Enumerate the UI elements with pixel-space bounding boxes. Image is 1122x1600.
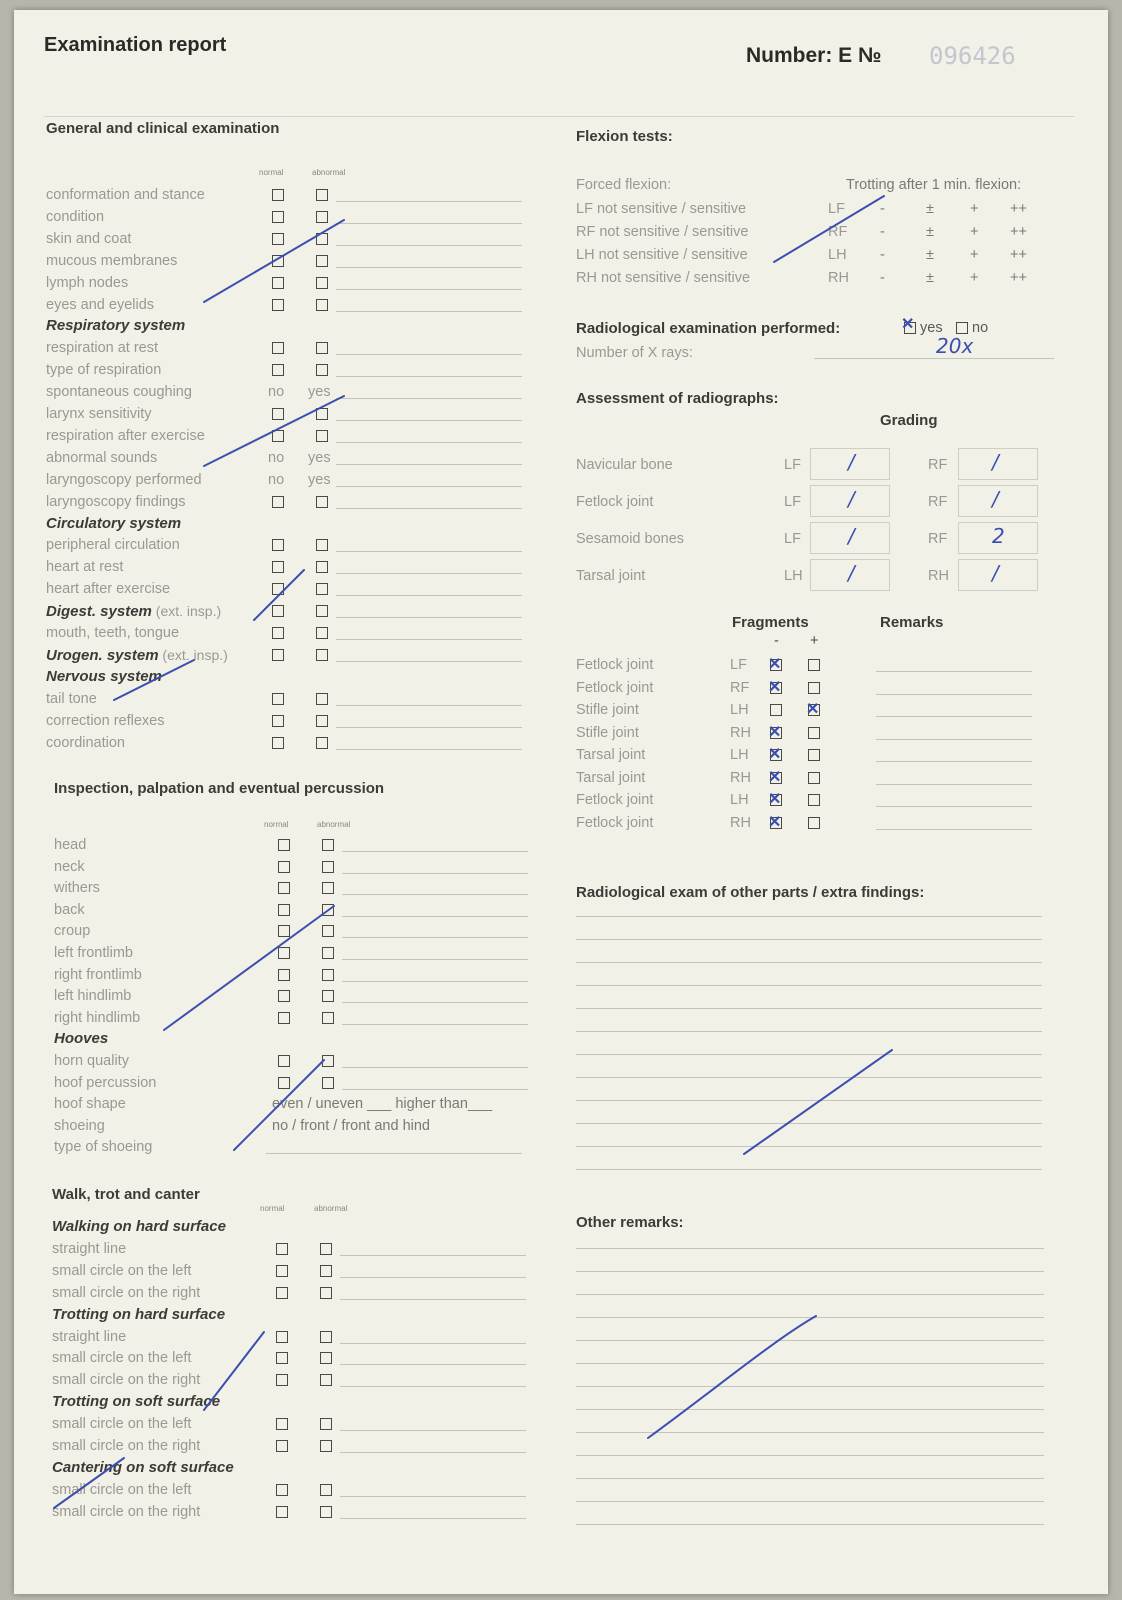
xray-count-label: Number of X rays: [576, 345, 693, 361]
flexion-scale-option[interactable]: - [880, 224, 885, 240]
fragments-heading: Fragments [732, 614, 809, 631]
row-label: small circle on the right [52, 1438, 201, 1454]
pen-stroke-other-parts [744, 1050, 892, 1154]
gait-col-abnormal: abnormal [314, 1204, 348, 1213]
row-label: coordination [46, 734, 125, 751]
grading-left-value: / [848, 561, 855, 585]
option-text: no / front / front and hind [272, 1117, 430, 1134]
row-label: small circle on the left [52, 1350, 192, 1367]
flexion-leg: RF [828, 224, 848, 240]
row-label: heart at rest [46, 559, 124, 576]
row-label: small circle on the left [52, 1481, 192, 1498]
grading-row-label: Tarsal joint [576, 568, 646, 584]
fragment-leg: RH [730, 724, 751, 741]
flexion-leg: RH [828, 270, 849, 286]
grading-right-value: / [992, 487, 999, 511]
report-title: Examination report [44, 34, 227, 56]
row-label: spontaneous coughing [46, 384, 192, 401]
xray-count-value: 20x [936, 334, 974, 358]
row-label: respiration after exercise [46, 427, 205, 444]
grading-right-leg: RF [928, 457, 948, 473]
row-label: mucous membranes [46, 252, 178, 269]
row-label: heart after exercise [46, 581, 171, 598]
fragment-leg: LH [730, 702, 749, 718]
radiological-performed-label: Radiological examination performed: [576, 320, 841, 337]
section-general-clinical: General and clinical examination [46, 120, 280, 137]
grading-right-value: / [992, 561, 999, 585]
row-label: small circle on the right [52, 1372, 201, 1389]
flexion-scale-option[interactable]: ++ [1010, 247, 1027, 263]
grading-left-value: / [848, 450, 855, 474]
fragments-minus-label: - [774, 633, 779, 649]
fragment-check-mark: ✕ [768, 746, 782, 763]
flexion-scale-option[interactable]: + [970, 224, 979, 240]
section-subheading: Digest. system (ext. insp.) [46, 603, 222, 621]
fragment-leg: RH [730, 769, 751, 786]
fragment-leg: LF [730, 657, 747, 673]
report-number-label: Number: E № [746, 44, 882, 67]
row-label: laryngoscopy findings [46, 493, 186, 510]
pen-stroke-trotting [204, 1332, 264, 1410]
other-remarks-heading: Other remarks: [576, 1214, 684, 1231]
inspection-col-normal: normal [264, 820, 289, 829]
row-label: peripheral circulation [46, 537, 180, 554]
row-label: laryngoscopy performed [46, 471, 202, 488]
row-label: left frontlimb [54, 945, 133, 961]
section-walk-trot-canter: Walk, trot and canter [52, 1186, 200, 1203]
pen-stroke-inspection [164, 906, 334, 1030]
row-label: right frontlimb [54, 966, 142, 983]
row-label: croup [54, 923, 91, 940]
flexion-row-label: LF not sensitive / sensitive [576, 201, 747, 217]
report-number: 096426 [929, 42, 1016, 70]
grading-row-label: Navicular bone [576, 457, 673, 473]
fragments-plus-label: + [810, 633, 819, 649]
yes-option[interactable]: yes [308, 449, 331, 466]
row-label: tail tone [46, 690, 97, 707]
grading-right-leg: RF [928, 494, 948, 510]
row-label: hoof shape [54, 1096, 126, 1113]
flexion-row-label: LH not sensitive / sensitive [576, 247, 748, 263]
row-label: abnormal sounds [46, 449, 158, 466]
fragment-check-mark: ✕ [768, 678, 782, 696]
flexion-row-label: RF not sensitive / sensitive [576, 224, 749, 240]
subheading-suffix: (ext. insp.) [158, 646, 228, 663]
flexion-scale-option[interactable]: ± [926, 224, 934, 240]
flexion-scale-option[interactable]: ++ [1010, 224, 1027, 240]
flexion-scale-option[interactable]: - [880, 201, 885, 217]
flexion-scale-option[interactable]: ± [926, 270, 934, 286]
grading-left-leg: LF [784, 457, 801, 473]
gait-col-normal: normal [260, 1204, 285, 1213]
flexion-scale-option[interactable]: + [970, 247, 979, 263]
remarks-heading: Remarks [880, 614, 944, 631]
row-label: skin and coat [46, 230, 132, 247]
section-subheading: Circulatory system [46, 514, 182, 532]
grading-left-leg: LF [784, 494, 801, 510]
yes-option[interactable]: yes [308, 384, 331, 401]
subheading-suffix: (ext. insp.) [151, 603, 222, 620]
row-label: small circle on the left [52, 1262, 192, 1279]
fragment-row-label: Stifle joint [576, 724, 639, 741]
row-label: larynx sensitivity [46, 406, 152, 422]
grading-heading: Grading [880, 412, 938, 429]
flexion-row-label: RH not sensitive / sensitive [576, 270, 751, 286]
inspection-col-abnormal: abnormal [317, 820, 351, 829]
row-label: small circle on the right [52, 1503, 201, 1520]
section-subheading: Hooves [54, 1030, 109, 1048]
pen-stroke-nervous [114, 660, 194, 700]
fragment-leg: LH [730, 792, 749, 808]
section-subheading: Cantering on soft surface [52, 1458, 234, 1476]
flexion-scale-option[interactable]: + [970, 270, 979, 286]
pen-stroke-other-remarks [648, 1316, 816, 1438]
radiology-yes-label: yes [920, 320, 943, 336]
section-subheading: Respiratory system [46, 317, 186, 335]
grading-right-leg: RF [928, 531, 948, 547]
row-label: shoeing [54, 1117, 105, 1134]
row-label: straight line [52, 1328, 127, 1345]
row-label: conformation and stance [46, 187, 205, 203]
fragment-check-mark: ✕ [806, 701, 820, 718]
row-label: horn quality [54, 1053, 129, 1069]
pen-stroke-general [204, 220, 344, 302]
section-subheading: Urogen. system (ext. insp.) [46, 646, 228, 664]
fragment-check-mark: ✕ [768, 656, 782, 673]
row-label: type of shoeing [54, 1139, 153, 1156]
row-label: back [54, 901, 85, 918]
radiology-yes-mark: ✕ [901, 316, 915, 333]
row-label: small circle on the left [52, 1416, 192, 1433]
grading-left-leg: LF [784, 531, 801, 547]
pen-stroke-flexion [774, 196, 884, 262]
row-label: right hindlimb [54, 1009, 141, 1026]
col-abnormal-label: abnormal [312, 168, 346, 177]
row-label: lymph nodes [46, 274, 129, 291]
pen-strokes [14, 10, 1108, 1594]
flexion-scale-option[interactable]: ++ [1010, 270, 1027, 286]
row-label: left hindlimb [54, 988, 132, 1005]
row-label: eyes and eyelids [46, 296, 155, 313]
no-option[interactable]: no [268, 384, 285, 401]
trotting-after-flexion-label: Trotting after 1 min. flexion: [846, 177, 1022, 193]
grading-left-leg: LH [784, 568, 803, 584]
flexion-leg: LF [828, 201, 845, 217]
row-label: type of respiration [46, 362, 162, 379]
row-label: small circle on the right [52, 1284, 201, 1301]
section-assessment-radiographs: Assessment of radiographs: [576, 390, 779, 407]
row-label: neck [54, 858, 85, 875]
forced-flexion-label: Forced flexion: [576, 177, 672, 193]
fragment-leg: LH [730, 747, 749, 763]
flexion-leg: LH [828, 247, 847, 263]
pen-stroke-cantering [54, 1458, 124, 1508]
section-subheading: Nervous system [46, 667, 162, 685]
row-label: hoof percussion [54, 1074, 157, 1091]
row-label: head [54, 837, 87, 853]
yes-option[interactable]: yes [308, 471, 331, 488]
flexion-scale-option[interactable]: ++ [1010, 201, 1027, 217]
fragment-row-label: Tarsal joint [576, 769, 646, 786]
grading-right-value: / [992, 450, 999, 474]
fragment-check-mark: ✕ [768, 768, 782, 786]
row-label: mouth, teeth, tongue [46, 625, 180, 641]
flexion-scale-option[interactable]: - [880, 270, 885, 286]
row-label: respiration at rest [46, 340, 159, 357]
grading-row-label: Sesamoid bones [576, 531, 685, 547]
fragment-leg: RH [730, 814, 751, 831]
section-flexion-tests: Flexion tests: [576, 128, 673, 145]
fragment-check-mark: ✕ [768, 791, 782, 808]
fragment-row-label: Fetlock joint [576, 792, 654, 808]
no-option[interactable]: no [268, 449, 285, 466]
fragment-row-label: Fetlock joint [576, 814, 654, 831]
row-label: withers [54, 880, 100, 897]
option-text: even / uneven ___ higher than___ [272, 1096, 493, 1113]
flexion-scale-option[interactable]: - [880, 247, 885, 263]
fragment-check-mark: ✕ [768, 723, 782, 741]
fragment-row-label: Fetlock joint [576, 657, 654, 673]
flexion-scale-option[interactable]: ± [926, 247, 934, 263]
grading-left-value: / [848, 487, 855, 511]
row-label: correction reflexes [46, 712, 165, 729]
fragment-leg: RF [730, 679, 750, 696]
row-label: condition [46, 208, 105, 225]
pen-stroke-hooves [234, 1060, 324, 1150]
grading-right-value: 2 [992, 524, 1005, 548]
no-option[interactable]: no [268, 471, 285, 488]
fragment-row-label: Stifle joint [576, 702, 639, 718]
pen-stroke-respiratory [204, 396, 344, 466]
section-subheading: Walking on hard surface [52, 1218, 226, 1235]
grading-row-label: Fetlock joint [576, 494, 654, 510]
grading-right-leg: RH [928, 568, 949, 584]
section-inspection: Inspection, palpation and eventual percussion [54, 780, 385, 797]
grading-left-value: / [848, 524, 855, 548]
fragment-row-label: Fetlock joint [576, 679, 654, 696]
flexion-scale-option[interactable]: ± [926, 201, 934, 217]
fragment-row-label: Tarsal joint [576, 747, 646, 763]
radiology-no-label: no [972, 320, 989, 336]
examination-report-sheet [14, 10, 1108, 1594]
flexion-scale-option[interactable]: + [970, 201, 979, 217]
col-normal-label: normal [259, 168, 284, 177]
fragment-check-mark: ✕ [768, 813, 782, 831]
pen-stroke-circulatory [254, 570, 304, 620]
row-label: straight line [52, 1240, 127, 1257]
other-parts-heading: Radiological exam of other parts / extra findings: [576, 884, 925, 901]
section-subheading: Trotting on soft surface [52, 1393, 221, 1411]
section-subheading: Trotting on hard surface [52, 1305, 226, 1323]
